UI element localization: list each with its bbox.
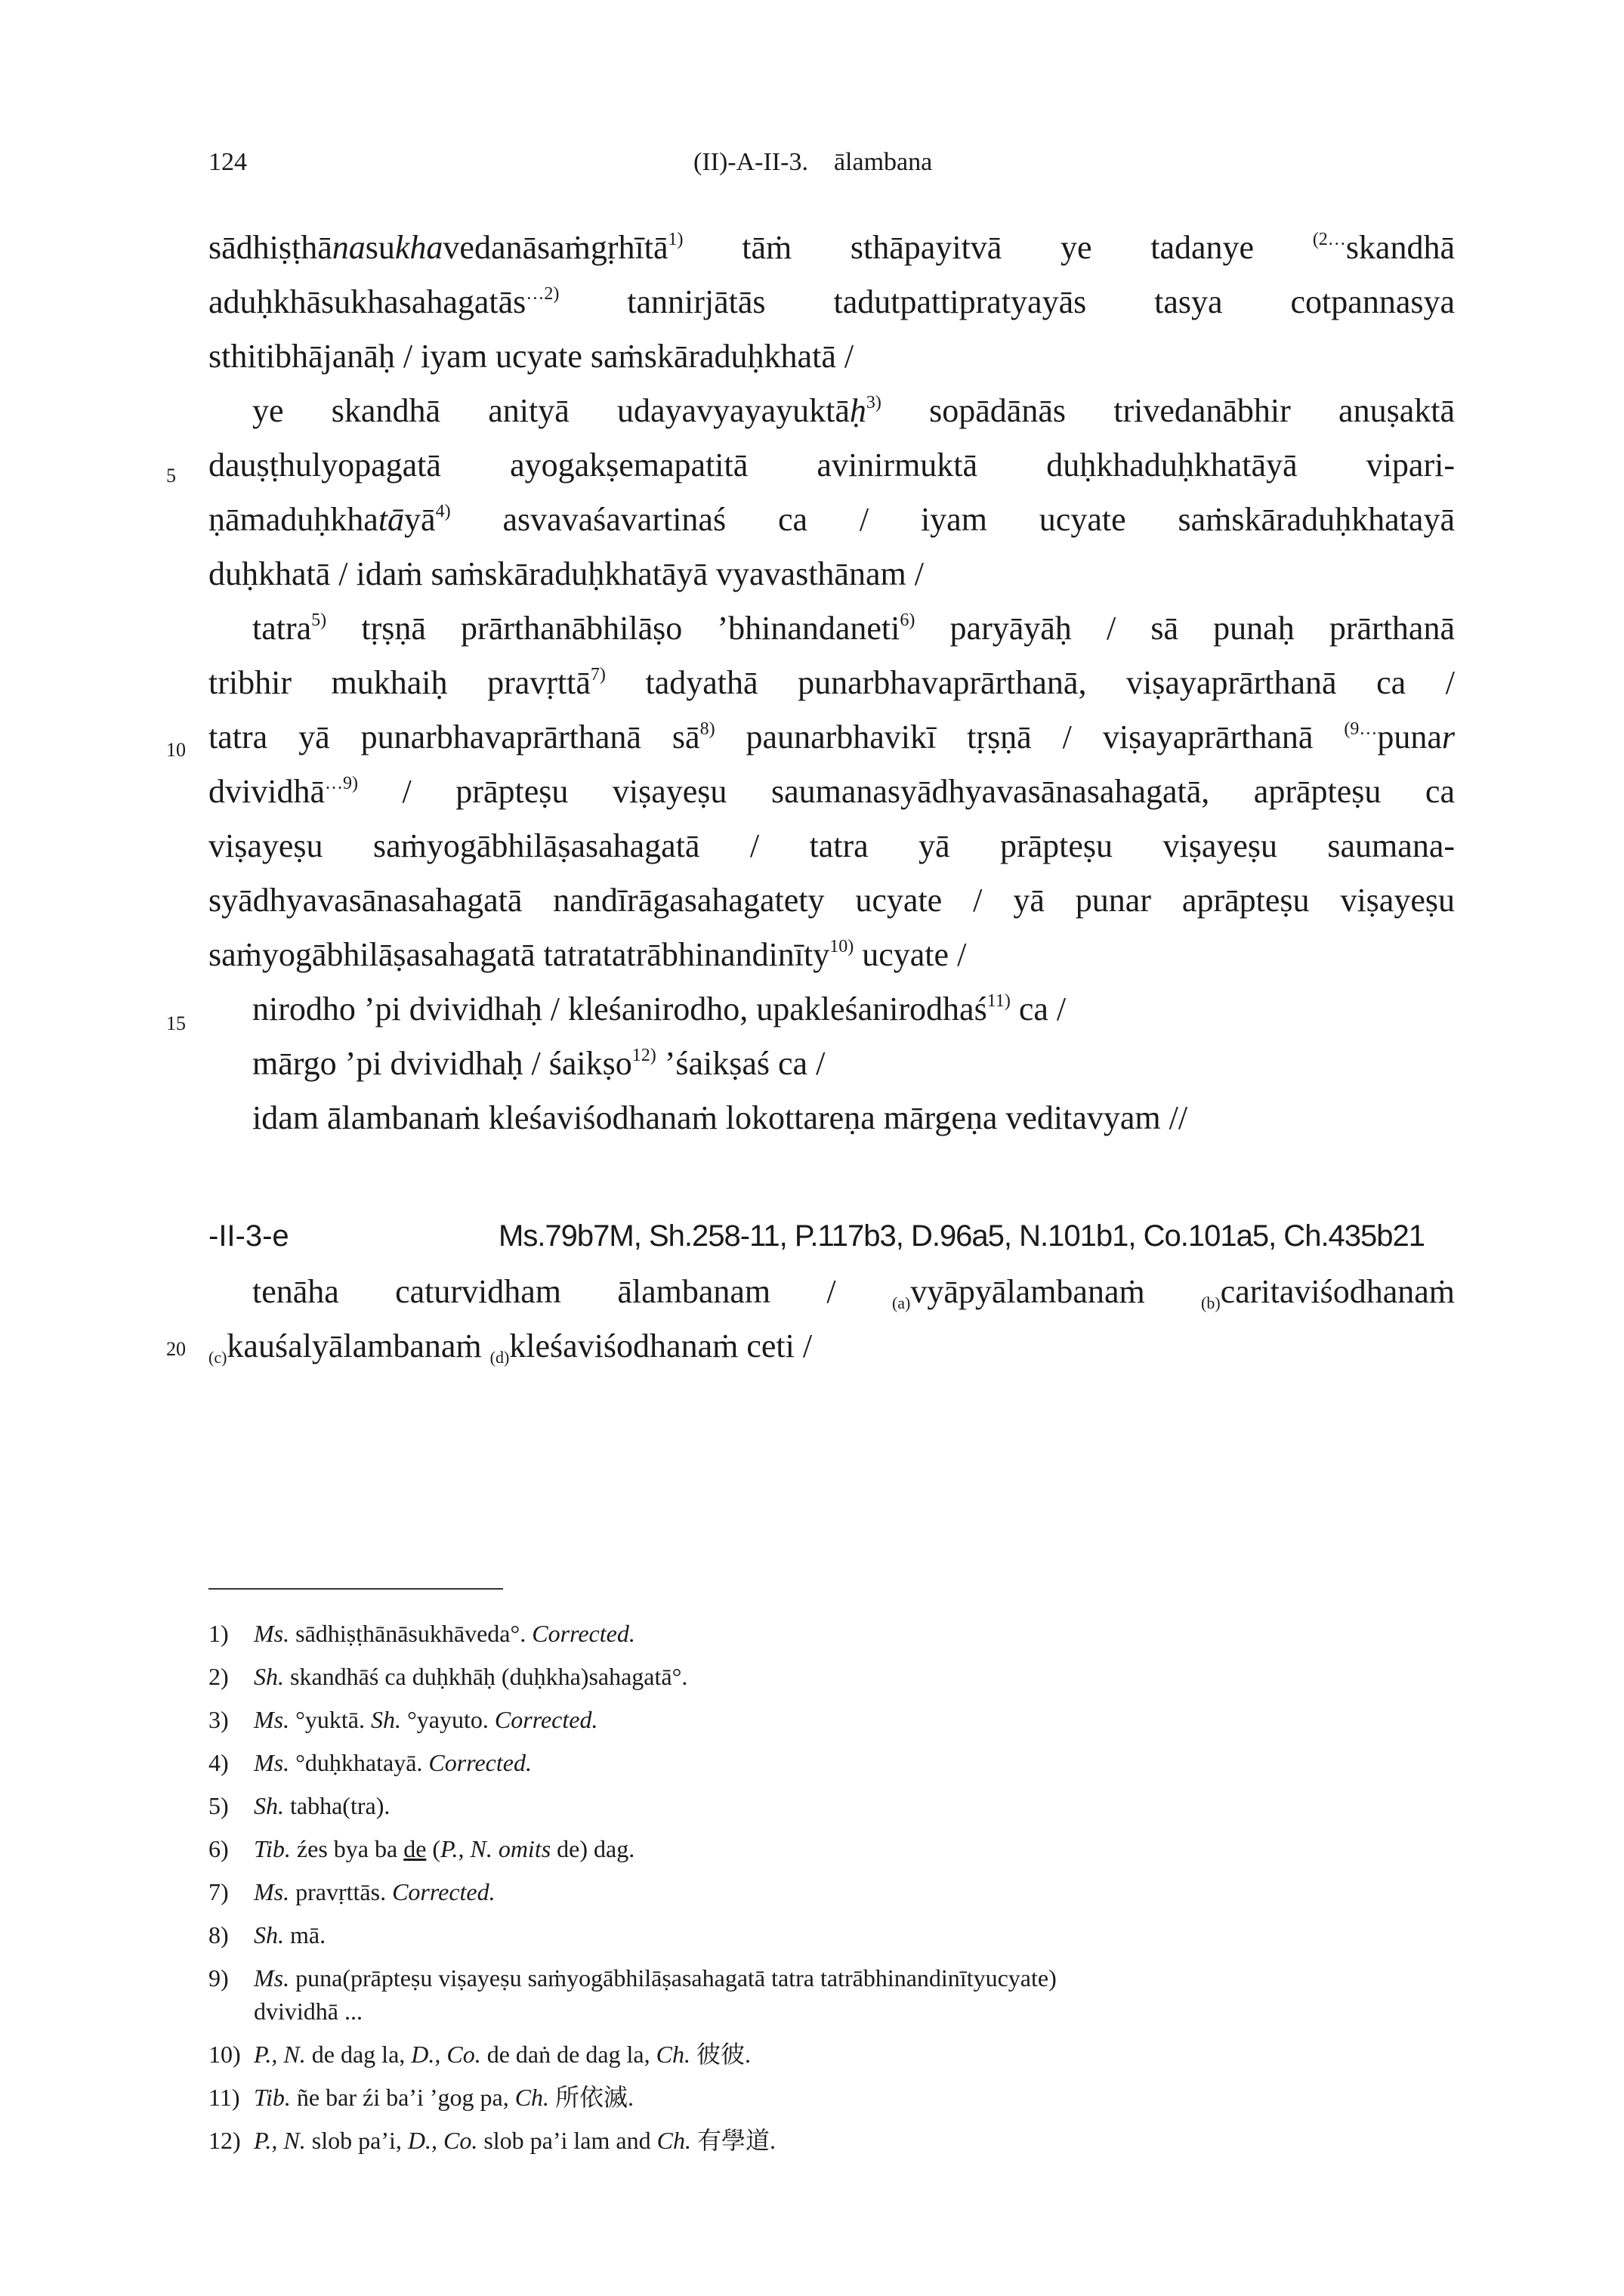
body-line: idam ālambanaṁ kleśaviśodhanaṁ lokottareṇa mārgeṇa veditavyam // — [252, 1099, 1188, 1136]
line-number-5: 5 — [166, 465, 176, 487]
footnote: 4) Ms. °duḥkhatayā. Corrected. — [208, 1749, 532, 1776]
body-line: ṇāmaduḥkhatāyā$^{4)}$ asvavaśavartinaś ca / iyam ucyate saṁskāraduḥkhatayā — [208, 501, 1455, 538]
footnote: 12) P., N. slob pa’i, D., Co. slob pa’i lam and Ch. 有學道. — [208, 2127, 776, 2154]
line-number-20: 20 — [166, 1338, 186, 1360]
footnote: 1) Ms. sādhiṣṭhānāsukhāveda°. Corrected. — [208, 1620, 635, 1647]
footnote: 7) Ms. pravṛttās. Corrected. — [208, 1878, 496, 1905]
body-line: duḥkhatā / idaṁ saṁskāraduḥkhatāyā vyavasthānam / — [208, 555, 924, 592]
body-line: sthitibhājanāḥ / iyam ucyate saṁskāraduḥkhatā / — [208, 338, 854, 375]
page-number: 124 — [208, 148, 247, 176]
footnote: 11) Tib. ñe bar źi ba’i ’gog pa, Ch. 所依滅. — [208, 2084, 634, 2111]
footnote: 3) Ms. °yuktā. Sh. °yayuto. Corrected. — [208, 1706, 598, 1733]
body-line: dauṣṭhulyopagatā ayogakṣemapatitā avinirmuktā duḥkhaduḥkhatāyā vipari- — [208, 447, 1455, 484]
body-line: aduḥkhāsukhasahagatās$^{\dots 2)}$ tannirjātās tadutpattipratyayās tasya cotpannasya — [208, 283, 1455, 320]
section-label: -II-3-e — [208, 1219, 289, 1253]
body-line: nirodho ’pi dvividhaḥ / kleśanirodho, upakleśanirodhaś$^{11)}$ ca / — [252, 990, 1067, 1027]
body-line: viṣayeṣu saṁyogābhilāṣasahagatā / tatra yā prāpteṣu viṣayeṣu saumana- — [208, 827, 1455, 864]
footnote: 6) Tib. źes bya ba de (P., N. omits de) dag. — [208, 1835, 635, 1862]
body-line: sādhiṣṭhānasukhavedanāsaṁgṛhītā$^{1)}$ tāṁ sthāpayitvā ye tadanye $^{(2\dots}$skandhā — [208, 229, 1455, 266]
body-line: $_{(c)}$kauśalyālambanaṁ $_{(d)}$kleśaviśodhanaṁ ceti / — [208, 1327, 813, 1367]
section-references: Ms.79b7M, Sh.258-11, P.117b3, D.96a5, N.101b1, Co.101a5, Ch.435b21 — [499, 1219, 1425, 1253]
body-line: tenāha caturvidham ālambanam / $_{(a)}$vyāpyālambanaṁ $_{(b)}$caritaviśodhanaṁ — [252, 1273, 1455, 1312]
body-line: syādhyavasānasahagatā nandīrāgasahagatety ucyate / yā punar aprāpteṣu viṣayeṣu — [208, 882, 1455, 919]
footnote: 10) P., N. de dag la, D., Co. de daṅ de dag la, Ch. 彼彼. — [208, 2041, 751, 2068]
body-line: tatra yā punarbhavaprārthanā $sā^{8)}$ paunarbhavikī tṛṣṇā / viṣayaprārthanā $^{(9\dots}$punar — [208, 718, 1455, 756]
footnote: 8) Sh. mā. — [208, 1921, 326, 1948]
line-number-15: 15 — [166, 1012, 186, 1034]
body-line: saṁyogābhilāṣasahagatā tatratatrābhinandinīty$^{10)}$ ucyate / — [208, 936, 967, 973]
line-number-10: 10 — [166, 739, 186, 761]
footnote-divider — [208, 1588, 503, 1590]
running-title: (II)-A-II-3. ālambana — [693, 148, 933, 176]
footnote: 9) Ms. puna(prāpteṣu viṣayeṣu saṁyogābhilāṣasahagatā tatra tatrābhinandinītyucyate) dvividhā ... — [208, 1961, 1455, 2028]
body-line: mārgo ’pi dvividhaḥ / śaikṣo$^{12)}$ ’śaikṣaś ca / — [252, 1045, 826, 1082]
body-line: tribhir mukhaiḥ pravṛttā$^{7)}$ tadyathā punarbhavaprārthanā, viṣayaprārthanā ca / — [208, 664, 1455, 701]
body-line: tatra$^{5)}$ tṛṣṇā prārthanābhilāṣo ’bhinandaneti$^{6)}$ paryāyāḥ / sā punaḥ prārthanā — [252, 610, 1455, 647]
footnote: 2) Sh. skandhāś ca duḥkhāḥ (duḥkha)sahagatā°. — [208, 1663, 688, 1690]
footnote-continuation: dvividhā ... — [254, 1998, 363, 2025]
body-line: ye skandhā anityā udayavyayayuktāḥ$^{3)}$ sopādānās trivedanābhir anuṣaktā — [252, 392, 1455, 429]
body-line: dvividhā$^{\dots 9)}$ / prāpteṣu viṣayeṣu saumanasyādhyavasānasahagatā, aprāpteṣu ca — [208, 773, 1455, 810]
footnote: 5) Sh. tabha(tra). — [208, 1792, 391, 1819]
